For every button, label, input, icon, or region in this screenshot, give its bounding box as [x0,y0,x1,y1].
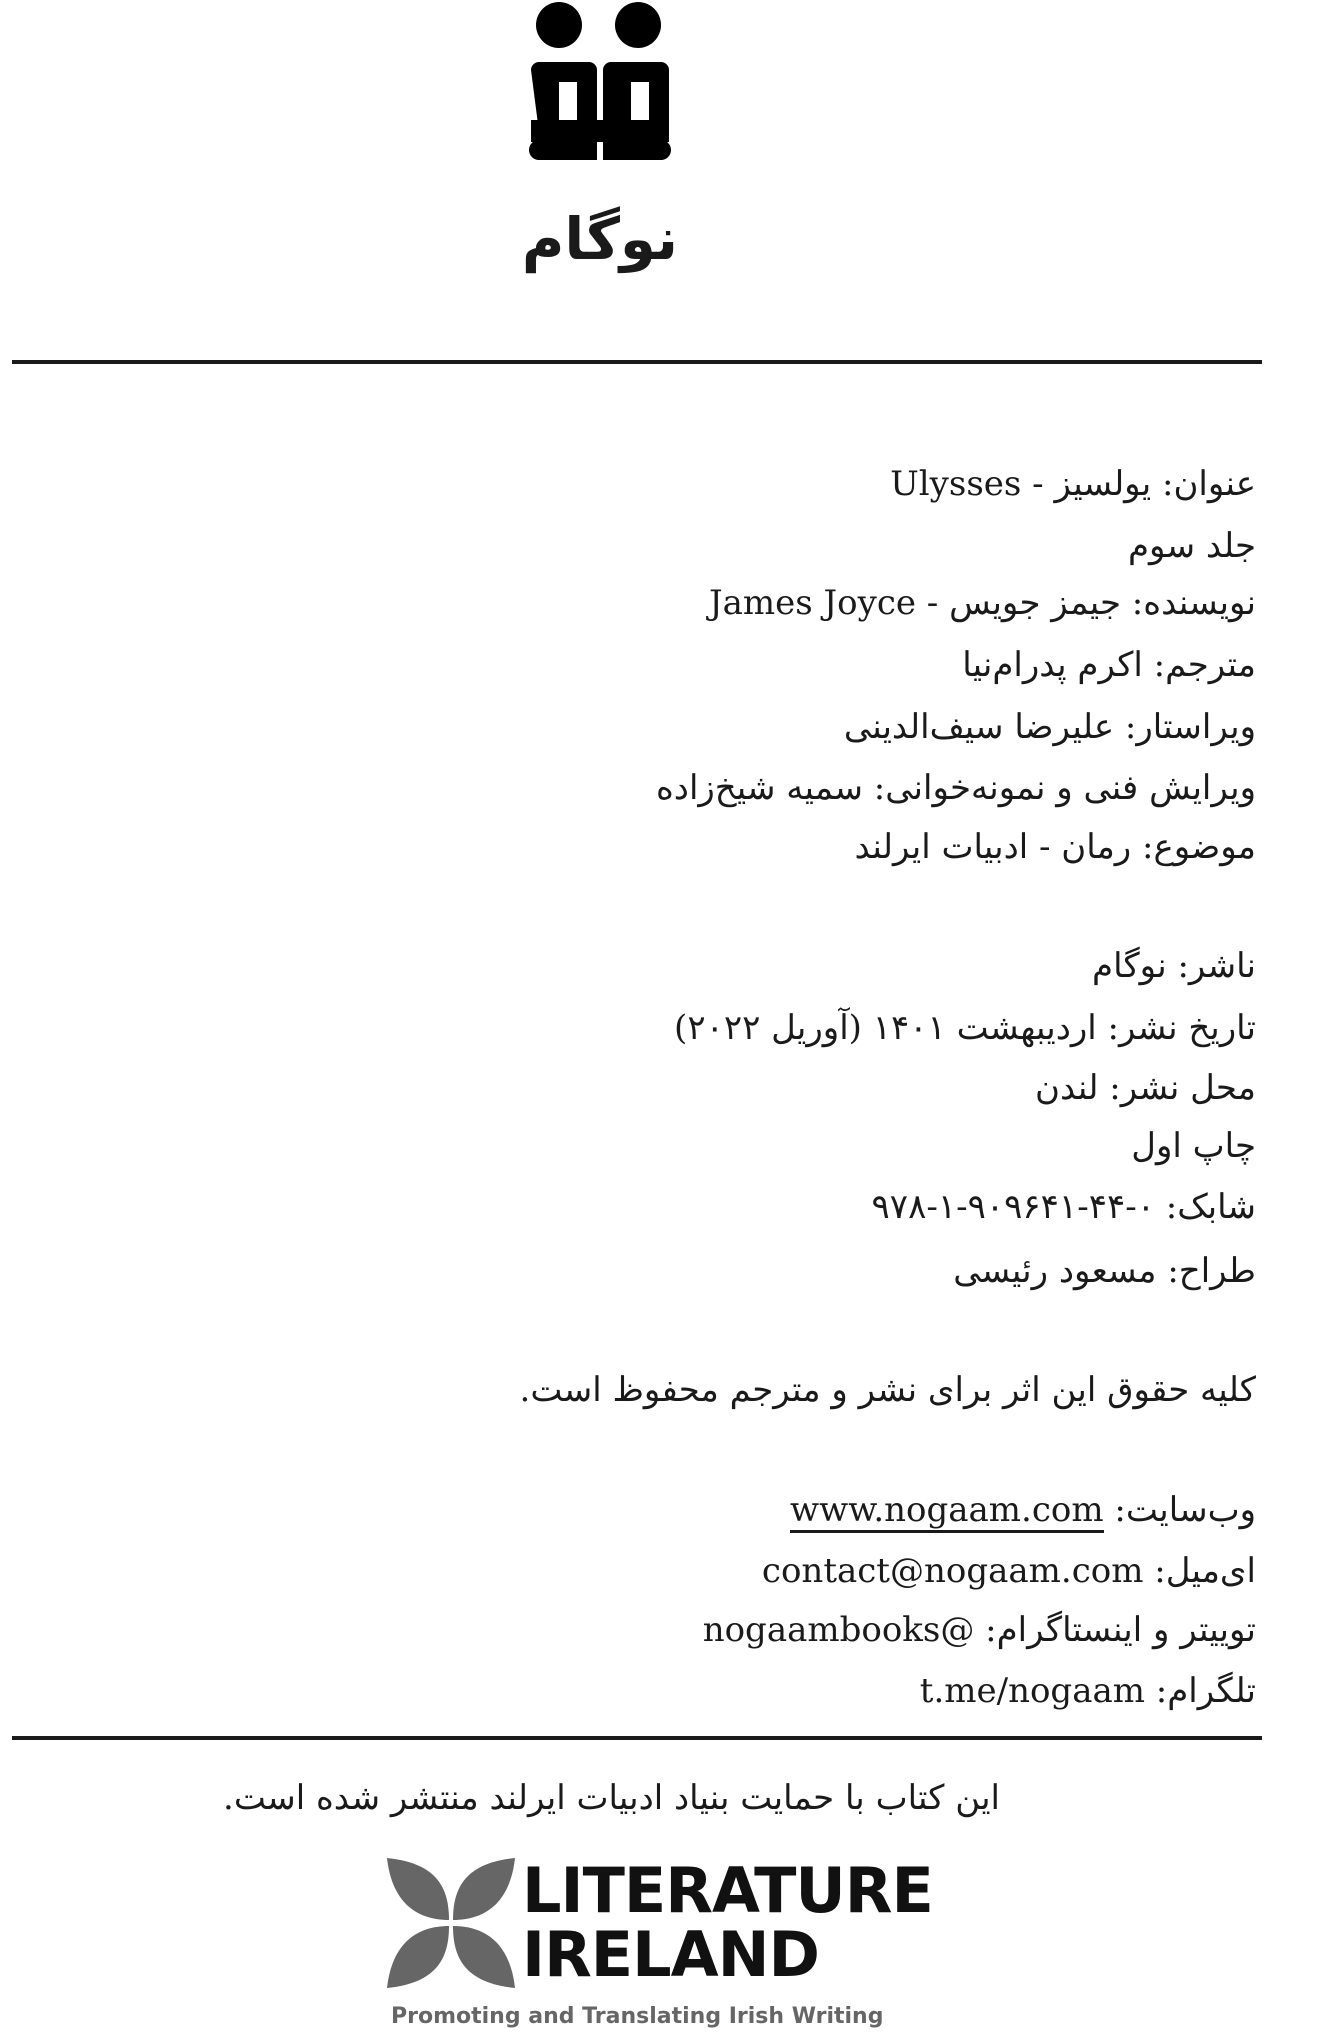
contact-telegram [920,1669,1256,1713]
publisher-name: نوگام [521,205,679,273]
contact-social [703,1608,1256,1652]
detail-title: عنوان: یولسیز - Ulysses [890,464,1256,504]
pub-place: محل نشر: لندن [1035,1068,1256,1108]
detail-editor: ویراستار: علیرضا سیف‌الدینی [843,707,1256,747]
email-link[interactable]: contact@nogaam.com [761,1551,1144,1591]
sponsor-line2: IRELAND [522,1918,820,1991]
website-link[interactable]: www.nogaam.com [790,1490,1104,1533]
divider-bottom [12,1736,1262,1740]
pub-edition: چاپ اول [1131,1126,1256,1166]
social-label: توییتر و اینستاگرام: [974,1610,1256,1650]
telegram-label: تلگرام: [1144,1671,1256,1711]
nogaam-logo-icon [525,0,675,185]
pub-designer: طراح: مسعود رئیسی [953,1251,1256,1291]
copyright-notice: کلیه حقوق این اثر برای نشر و مترجم محفوظ است. [519,1370,1256,1410]
detail-author: نویسنده: جیمز جویس - James Joyce [709,583,1256,623]
social-handle[interactable]: @nogaambooks [702,1610,975,1650]
detail-proofreader: ویرایش فنی و نمونه‌خوانی: سمیه شیخ‌زاده [655,768,1256,808]
detail-subject: موضوع: رمان - ادبیات ایرلند [854,827,1256,867]
contact-website [790,1488,1256,1532]
telegram-link[interactable]: t.me/nogaam [919,1671,1145,1711]
pub-date: تاریخ نشر: اردیبهشت ۱۴۰۱ (آوریل ۲۰۲۲) [674,1008,1256,1048]
literature-ireland-logo [387,1854,933,2034]
detail-volume: جلد سوم [1127,526,1256,566]
website-label: وب‌سایت: [1103,1490,1256,1530]
email-label: ای‌میل: [1143,1551,1256,1591]
sponsor-line1: LITERATURE [522,1854,933,1927]
leaf-cross-icon [387,1858,515,1988]
pub-publisher: ناشر: نوگام [1092,946,1256,986]
contact-email [762,1549,1256,1593]
detail-translator: مترجم: اکرم پدرام‌نیا [962,645,1256,685]
sponsor-tagline: Promoting and Translating Irish Writing [391,2004,884,2029]
support-note: این کتاب با حمایت بنیاد ادبیات ایرلند منتشر شده است. [223,1778,1000,1818]
pub-isbn: شابک: ۰-۴۴-۹۰۹۶۴۱-۱-۹۷۸ [871,1187,1256,1227]
divider-top [12,360,1262,364]
